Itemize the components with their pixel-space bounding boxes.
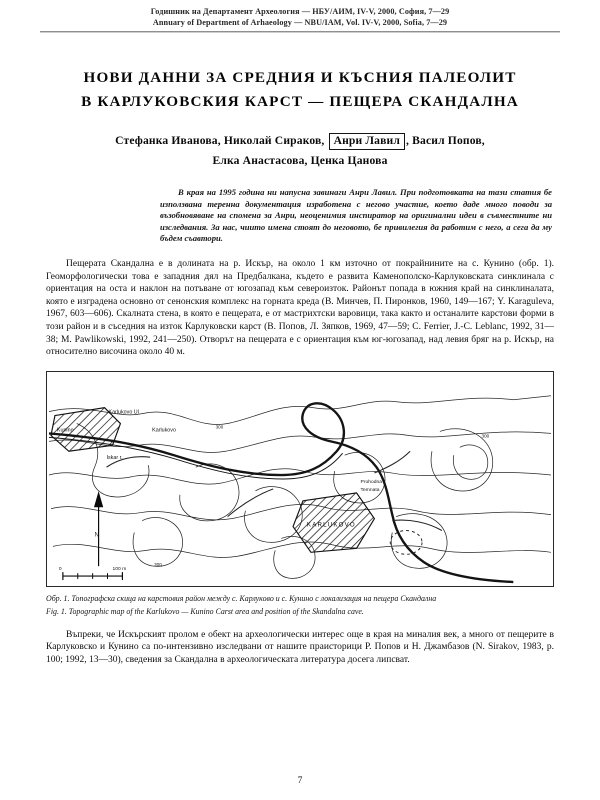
figure-topographic-map [46,371,554,587]
map-label-kunino: Kunino [56,427,74,434]
figure-caption-english: Fig. 1. Topographic map of the Karlukovo — Kunino Carst area and position of the Skandalna cave. [46,607,364,617]
authors-part-2: , Васил Попов, [406,134,485,147]
page-number: 7 [297,776,303,786]
map-label-settlement-main: KARLUKOVO [306,521,356,529]
author-list [40,131,560,171]
map-label-iskar-river: Iskar r. [106,454,123,461]
map-contour-value-3: 300 [154,561,162,567]
running-head-english: Annuary of Department of Arhaeology — NBU/IAM, Vol. IV-V, 2000, Sofia, 7—29 [152,18,448,27]
map-contour-value-1: 300 [215,424,224,430]
running-head-bulgarian: Годишник на Департамент Археология — НБУ/АИМ, IV-V, 2000, София, 7—29 [150,7,450,16]
title-line-2: В КАРЛУКОВСКИЯ КАРСТ — ПЕЩЕРА СКАНДАЛНА [81,93,519,110]
page-title [44,66,556,114]
map-graphic [47,372,553,586]
scale-bar-start-label: 0 [58,566,62,572]
map-label-karlukovo-ul: Karlukovo Ul [108,409,139,416]
figure-caption [46,594,554,618]
map-contour-value-2: 300 [481,433,490,439]
dedication-text: В края на 1995 година ни напусна завинаги Анри Лавил. При подготовката на тази статия бе използвана теренна документация изработена с негово участие, което даде много поводи за възобновяване на спомена за Анри, неоценимия инспиратор на оригинални идеи в съвместните ни изследвания. За нас, чиито имена стоят до неговото, бе привилегия да работим с него, а сега да му бъдем съавтори. [160,187,552,244]
authors-part-1: Стефанка Иванова, Николай Сираков, [115,134,325,147]
closing-paragraph: Въпреки, че Искърският пролом е обект на археологически интерес още в края на миналия век, а много от пещерите в Карлуковско и Кунино са по-интензивно изследвани от нашите праисторици Р. Попов и Н. Джамбазов (N. Sirakov, 1983, p. 100; 1992, 13—30), сведения за Скандална в археологическата литература досега липсват. [46,629,554,665]
authors-line-2: Елка Анастасова, Ценка Цанова [212,154,388,167]
map-label-temnata: Temnata [360,487,380,493]
title-line-1: НОВИ ДАННИ ЗА СРЕДНИЯ И КЪСНИЯ ПАЛЕОЛИТ [83,69,517,86]
header-rule [40,31,560,33]
author-boxed-deceased: Анри Лавил [329,133,405,150]
running-head [0,6,600,28]
north-arrow-label: N [94,532,99,539]
figure-caption-bulgarian: Обр. 1. Топографска скица на карстовия район между с. Карлуково и с. Кунино с локализация на пещера Скандална [46,593,437,603]
map-label-prohodna: Prohodna [360,479,382,485]
body-paragraph: Пещерата Скандална е в долината на р. Искър, на около 1 км източно от покрайнините на с. Кунино (обр. 1). Геоморфологически това е западния дял на Предбалкана, където е развита Каменополско-Карлуковската синклинала с ориентация на оста и наклон на потъване от югозапад към североизток. Районът попада в южния край на синклиналата, която е изградена основно от сенонския комплекс на горната креда (В. Минчев, П. Пиронков, 1960, 149—167; Y. Karaguleva, 1967, 603—606). Скалната стена, в която е пещерата, е от мастрихтски варовици, така както и останалите карстови форми в този район и в съседния на изток Карлуковски карст (В. Попов, Л. Зяпков, 1969, 47—59; C. Ferrier, J.-C. Leblanc, 1992, 31—38; M. Pawlikowski, 1992, 241—250). Отворът на пещерата е с ориентация към юг-югозапад, над левия бряг на р. Искър, на относително височина около 40 м. [46,258,554,358]
map-label-karlukovo-mid: Karlukovo [152,427,176,434]
scale-bar-end-label: 100 m [112,566,127,572]
